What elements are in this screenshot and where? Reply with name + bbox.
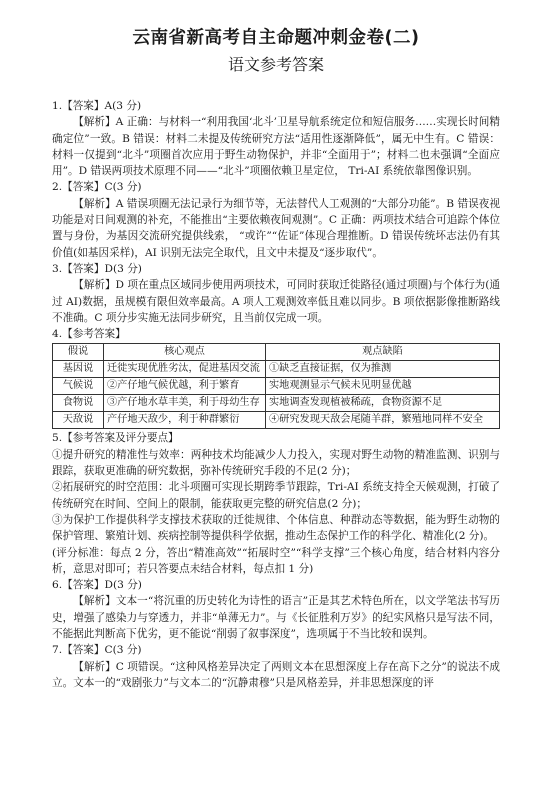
table-row [53,395,500,412]
hypothesis-table [52,343,500,429]
table-row [53,378,500,395]
table-cell: 气候说 [53,378,104,395]
table-row [53,412,500,429]
table-cell: 迁徙实现优胜劣汰，促进基因交流 [104,361,266,378]
table-cell: ②产仔地气候优越，利于繁育 [104,378,266,395]
document-title: 云南省新高考自主命题冲刺金卷(二) [132,28,420,48]
q6-answer: 6.【答案】D(3 分) [52,579,142,592]
q7-analysis: 【解析】C 项错误。“这种风格差异决定了两则文本在思想深度上存在高下之分”的说法不成立。文本一的“戏剧张力”与文本二的“沉静肃穆”只是风格差异，并非思想深度的评 [52,660,500,689]
q7-answer: 7.【答案】C(3 分) [52,644,142,657]
q3-analysis: 【解析】D 项在重点区域同步使用两项技术，可同时获取迁徙路径(通过项圈)与个体行为(通过 AI)数据，虽规模有限但效率最高。A 项人工观测效率低且难以同步。B 项依据影像推断路线不准确。C 项分步实施无法同步研究，且当前仅完成一项。 [52,279,501,324]
q5-point-3: ③为保护工作提供科学支撑技术获取的迁徙规律、个体信息、种群动态等数据，能为野生动物的保护管理、繁殖计划、疾病控制等提供科学依据，推动生态保护工作的科学化、精准化(2 分)。 [52,513,500,543]
table-cell: ③产仔地水草丰美，利于母幼生存 [104,395,266,412]
q2-analysis: 【解析】A 错误项圈无法记录行为细节等，无法替代人工观测的“大部分功能”。B 错误夜视功能是对日间观测的补充，不能推出“主要依赖夜间观测”。C 正确：两项技术结合可追踪个体位置与身份，为基因交流研究提供线索， “或许”“佐证”体现合理推断。D 错误传统坏志法仍有其价值(如基因采样)，AI 识别无法完全取代，且文中未提及“逐步取代”。 [52,197,500,259]
q6-analysis: 【解析】文本一“将沉重的历史转化为诗性的语言”正是其艺术特色所在，以文学笔法书写历史，增强了感染力与穿透力，并非“单薄无力”。与《长征胜利万岁》的纪实风格只是写法不同，不能据此判断高下优劣，更不能说“削弱了叙事深度”，选项属于不当比较和误判。 [52,595,500,641]
q5-scoring-criteria: (评分标准：每点 2 分，答出“精准高效”“拓展时空”“科学支撑”三个核心角度，结合材料内容分析，意思对即可；若只答要点未结合材料，每点扣 1 分) [52,546,500,575]
table-header: 核心观点 [104,344,266,361]
document-subtitle: 语文参考答案 [227,55,324,74]
table-header: 假说 [53,344,104,361]
q5-point-1: ①提升研究的精准性与效率：两种技术均能减少人力投入，实现对野生动物的精准监测、识别与跟踪，获取更准确的研究数据，弥补传统研究手段的不足(2 分)； [52,448,500,478]
q1-analysis: 【解析】A 正确：与材料一“利用我国‘北斗’卫星导航系统定位和短信服务……实现长时间精确定位”一致。B 错误：材料二未提及传统研究方法“适用性逐渐降低”，属无中生有。C 错误：材料一仅提到“北斗”项圈首次应用于野生动物保护，并非“全面用于”；材料二也未强调“全面应用”。D 错误两项技术原理不同——“北斗”项圈依赖卫星定位， Tri-AI 系统依靠图像识别。 [52,116,500,178]
q2-answer: 2.【答案】C(3 分) [52,181,142,194]
q3-answer: 3.【答案】D(3 分) [52,262,142,275]
table-header-row [53,344,500,361]
table-cell: ④研究发现天敌会尾随羊群，繁殖地同样不安全 [266,412,500,429]
table-cell: ①缺乏直接证据，仅为推测 [266,361,500,378]
table-cell: 实地观测显示气候未见明显优越 [266,378,500,395]
table-cell: 产仔地天敌少，利于种群繁衍 [104,412,266,429]
q5-point-2: ②拓展研究的时空范围：北斗项圈可实现长期跨季节跟踪，Tri-AI 系统支持全天候观测，打破了传统研究在时间、空间上的限制，能获取更完整的研究信息(2 分)； [52,481,500,510]
table-cell: 基因说 [53,361,104,378]
table-header: 观点缺陷 [266,344,500,361]
table-row [53,361,500,378]
table-cell: 食物说 [53,395,104,412]
q1-answer: 1.【答案】A(3 分) [52,100,142,112]
q4-answer: 4.【参考答案】 [52,328,126,341]
table-cell: 实地调查发现植被稀疏，食物资源不足 [266,395,500,412]
table-cell: 天敌说 [53,412,104,429]
answers-content [52,98,500,691]
q5-answer: 5.【参考答案及评分要点】 [52,432,179,445]
